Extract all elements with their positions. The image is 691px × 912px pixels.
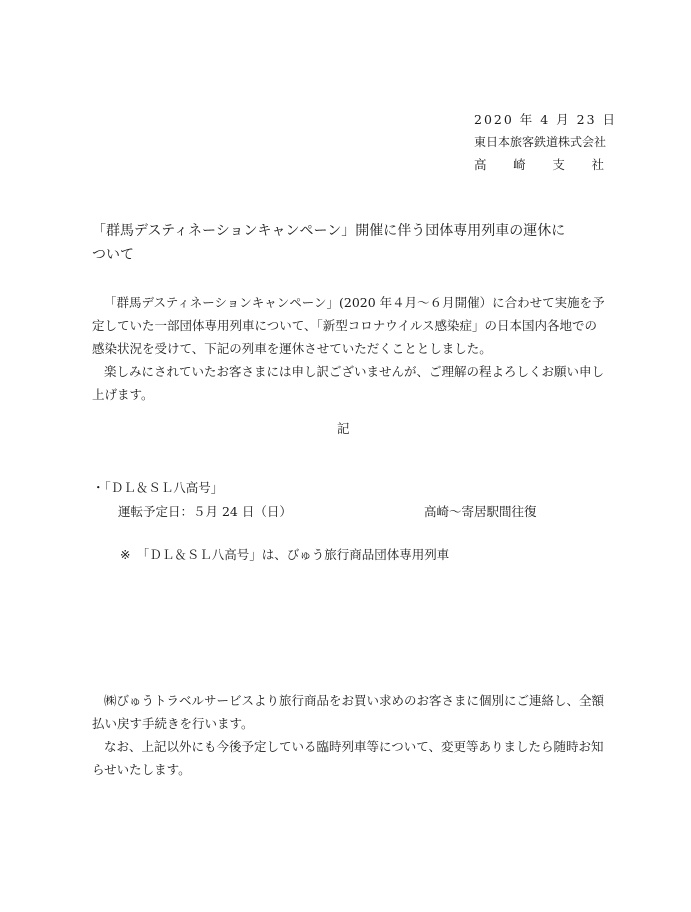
body-paragraph-1-line-2: 定していた一部団体専用列車について、「新型コロナウイルス感染症」の日本国内各地での bbox=[92, 318, 598, 333]
train-schedule: 運転予定日：５月 24 日（日） bbox=[118, 504, 292, 519]
footer-paragraph-2-line-2: らせいたします。 bbox=[92, 762, 191, 777]
title-line-1: 「群馬デスティネーションキャンペーン」開催に伴う団体専用列車の運休に bbox=[92, 223, 566, 239]
train-name: ・「ＤＬ＆ＳＬ八高号」 bbox=[92, 480, 224, 495]
title-line-2: ついて bbox=[92, 247, 134, 263]
footer-paragraph-1-line-1: ㈱びゅうトラベルサービスより旅行商品をお買い求めのお客さまに個別にご連絡し、全額 bbox=[104, 693, 605, 708]
branch-name: 高 崎 支 社 bbox=[474, 157, 604, 172]
footer-paragraph-2-line-1: なお、上記以外にも今後予定している臨時列車等について、変更等ありましたら随時お知 bbox=[104, 739, 604, 754]
footer-paragraph-1-line-2: 払い戻す手続きを行います。 bbox=[92, 716, 254, 731]
company-name: 東日本旅客鉄道株式会社 bbox=[474, 135, 607, 149]
train-route: 高崎～寄居駅間往復 bbox=[424, 504, 537, 519]
body-paragraph-1-line-3: 感染状況を受けて、下記の列車を運休させていただくこととしました。 bbox=[92, 341, 492, 356]
body-paragraph-1-line-1: 「群馬デスティネーションキャンペーン」(2020 年４月～６月開催）に合わせて実施を予 bbox=[104, 295, 605, 310]
ki-heading: 記 bbox=[337, 421, 350, 436]
body-paragraph-2-line-1: 楽しみにされていたお客さまには申し訳ございませんが、ご理解の程よろしくお願い申し bbox=[104, 364, 605, 379]
train-note: ※ 「ＤＬ＆ＳＬ八高号」は、びゅう旅行商品団体専用列車 bbox=[120, 547, 450, 562]
body-paragraph-2-line-2: 上げます。 bbox=[92, 387, 154, 402]
document-date: 2020 年 4 月 23 日 bbox=[474, 112, 618, 127]
